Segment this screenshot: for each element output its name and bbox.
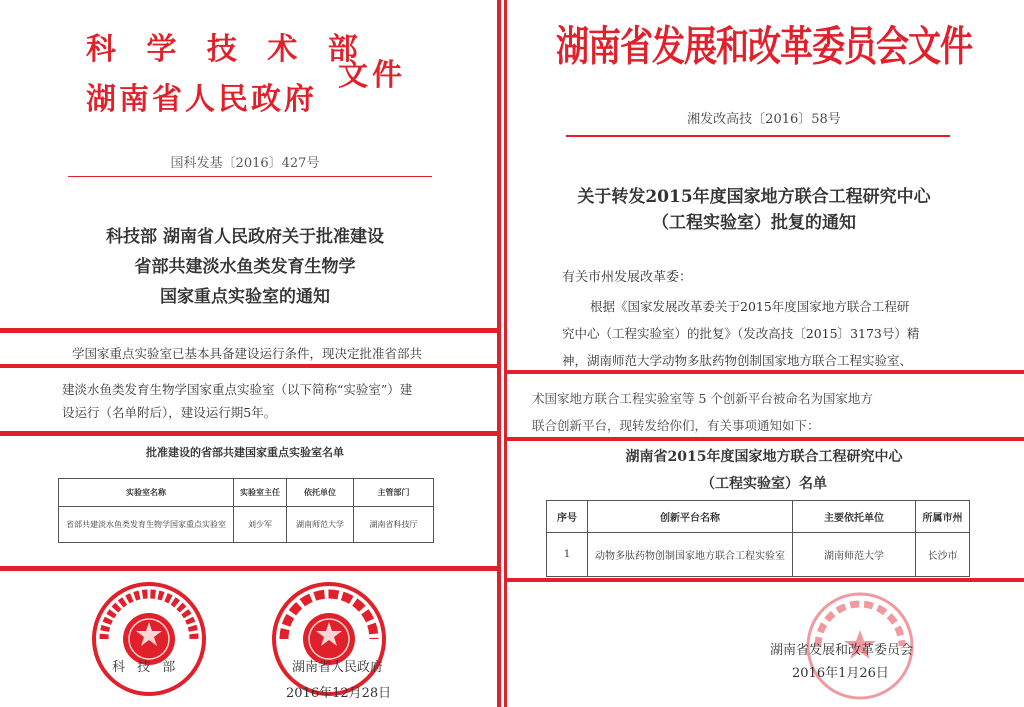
table-cell: 湖南省科技厅 bbox=[354, 507, 434, 543]
right-paragraph-line-3: 神，湖南师范大学动物多肽药物创制国家地方联合工程实验室、 bbox=[562, 353, 913, 368]
table-header-cell: 实验室名称 bbox=[59, 479, 234, 507]
left-seal-2-icon bbox=[270, 580, 388, 698]
left-divider-3 bbox=[0, 431, 497, 436]
left-doc-number: 国科发基〔2016〕427号 bbox=[170, 156, 320, 171]
divider-vertical-right bbox=[504, 0, 507, 707]
right-paragraph bbox=[562, 293, 919, 374]
table-header-row bbox=[547, 501, 970, 533]
table-header-cell: 主要依托单位 bbox=[793, 501, 916, 533]
left-strip-2 bbox=[62, 378, 412, 424]
right-paragraph-line-1: 根据《国家发展改革委关于2015年度国家地方联合工程研 bbox=[590, 299, 910, 314]
right-title-line-1: 关于转发2015年度国家地方联合工程研究中心 bbox=[577, 187, 931, 207]
right-document bbox=[504, 0, 1024, 707]
table-header-cell: 所属市州 bbox=[916, 501, 970, 533]
left-divider-4 bbox=[0, 566, 497, 571]
left-strip-2-line-1: 建淡水鱼类发育生物学国家重点实验室（以下简称“实验室”）建 bbox=[62, 382, 413, 397]
table-cell: 1 bbox=[547, 533, 588, 577]
right-header: 湖南省发展和改革委员会文件 bbox=[556, 21, 972, 71]
right-salutation: 有关市州发展改革委： bbox=[562, 270, 693, 285]
right-divider-3 bbox=[504, 578, 1024, 582]
right-divider-2 bbox=[504, 437, 1024, 441]
left-divider-1 bbox=[0, 328, 497, 333]
table-header-cell: 创新平台名称 bbox=[588, 501, 793, 533]
left-title bbox=[40, 222, 450, 312]
table-header-cell: 依托单位 bbox=[287, 479, 354, 507]
table-cell: 刘少军 bbox=[234, 507, 287, 543]
left-title-line-3: 国家重点实验室的通知 bbox=[160, 287, 330, 307]
left-date: 2016年12月28日 bbox=[286, 686, 392, 701]
table-row bbox=[59, 507, 434, 543]
table-cell: 省部共建淡水鱼类发育生物学国家重点实验室 bbox=[59, 507, 234, 543]
right-paragraph-line-2: 究中心（工程实验室）的批复》（发改高技〔2015〕3173号）精 bbox=[562, 326, 920, 341]
table-header-cell: 实验室主任 bbox=[234, 479, 287, 507]
table-header-cell: 主管部门 bbox=[354, 479, 434, 507]
right-title-line-2: （工程实验室）批复的通知 bbox=[652, 213, 856, 233]
left-list-table bbox=[58, 478, 434, 543]
right-divider-1 bbox=[504, 370, 1024, 374]
left-header-suffix: 文件 bbox=[338, 58, 406, 93]
left-divider-2 bbox=[0, 364, 497, 368]
table-header-cell: 序号 bbox=[547, 501, 588, 533]
table-cell: 湖南师范大学 bbox=[793, 533, 916, 577]
left-list-title: 批准建设的省部共建国家重点实验室名单 bbox=[146, 446, 344, 459]
right-list-title-line-2: （工程实验室）名单 bbox=[701, 476, 827, 492]
right-strip-line-1: 术国家地方联合工程实验室等 5 个创新平台被命名为国家地方 bbox=[532, 391, 873, 406]
right-list-title-line-1: 湖南省2015年度国家地方联合工程研究中心 bbox=[625, 449, 903, 465]
left-strip-2-line-2: 设运行（名单附后），建设运行期5年。 bbox=[62, 405, 277, 420]
left-header-line2: 湖南省人民政府 bbox=[86, 82, 317, 117]
right-strip bbox=[532, 385, 873, 439]
left-title-line-1: 科技部 湖南省人民政府关于批准建设 bbox=[106, 227, 384, 247]
right-doc-number: 湘发改高技〔2016〕58号 bbox=[687, 112, 841, 127]
left-title-line-2: 省部共建淡水鱼类发育生物学 bbox=[134, 257, 356, 277]
table-cell: 长沙市 bbox=[916, 533, 970, 577]
right-header-rule bbox=[566, 135, 950, 137]
right-sign: 湖南省发展和改革委员会 bbox=[770, 643, 914, 658]
right-date: 2016年1月26日 bbox=[792, 666, 889, 681]
left-header-rule bbox=[68, 176, 432, 177]
right-strip-line-2: 联合创新平台，现转发给你们，有关事项通知如下： bbox=[532, 418, 820, 433]
right-list-title bbox=[504, 444, 1024, 498]
table-cell: 湖南师范大学 bbox=[287, 507, 354, 543]
table-row bbox=[547, 533, 970, 577]
left-document bbox=[0, 0, 500, 707]
divider-vertical-left bbox=[497, 0, 501, 707]
table-cell: 动物多肽药物创制国家地方联合工程实验室 bbox=[588, 533, 793, 577]
left-seal-1-icon bbox=[90, 580, 208, 698]
table-header-row bbox=[59, 479, 434, 507]
right-title bbox=[504, 184, 1004, 236]
left-sign-1: 科 技 部 bbox=[112, 660, 180, 675]
left-header-line1: 科 学 技 术 部 bbox=[86, 32, 368, 67]
left-sign-2: 湖南省人民政府 bbox=[292, 660, 384, 675]
right-list-table bbox=[546, 500, 970, 577]
left-strip-1: 学国家重点实验室已基本具备建设运行条件，现决定批准省部共 bbox=[72, 346, 423, 361]
